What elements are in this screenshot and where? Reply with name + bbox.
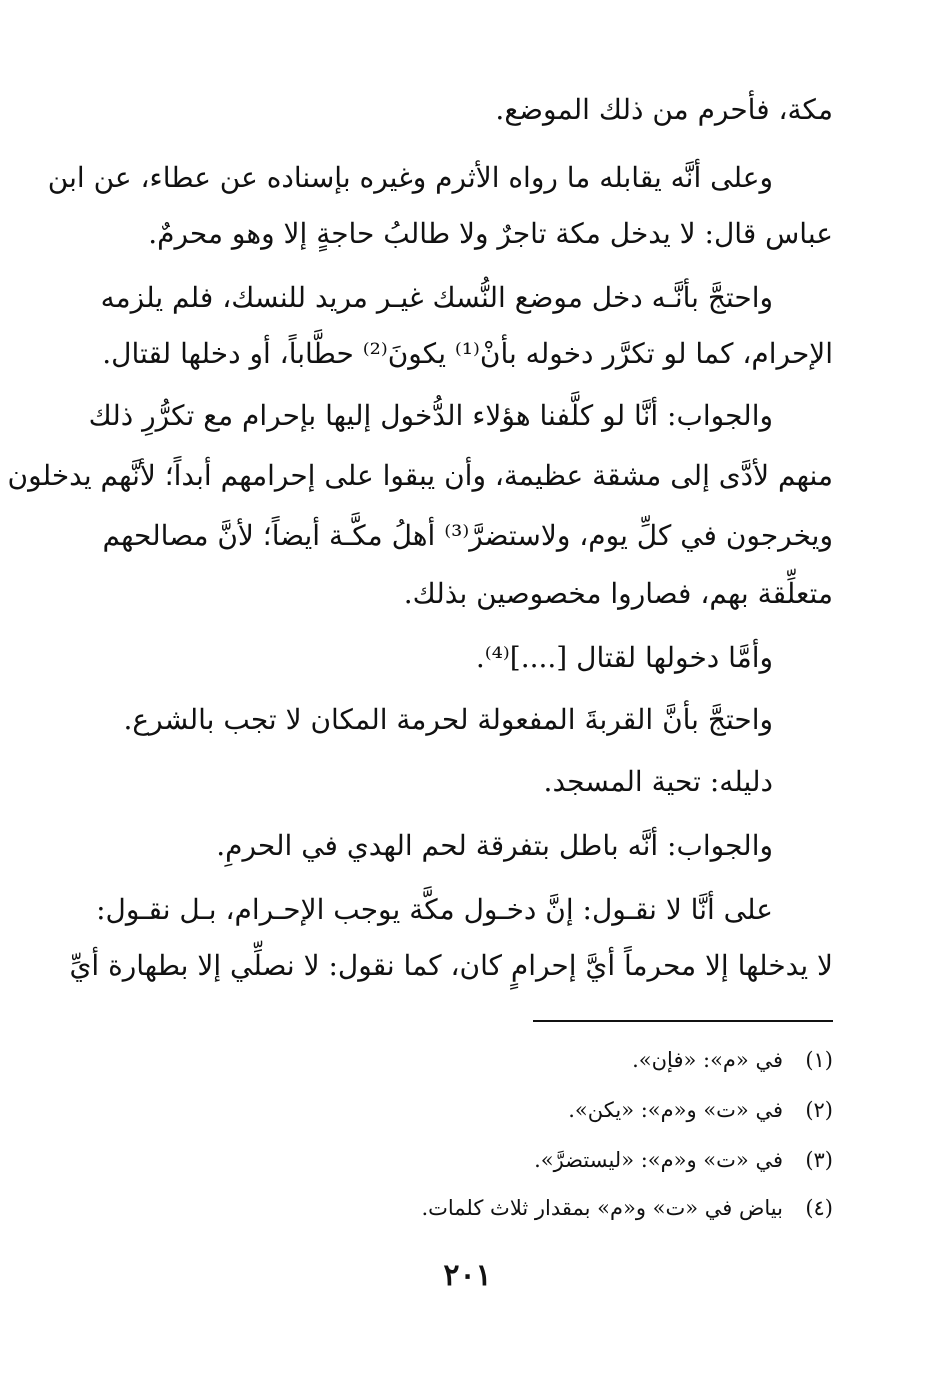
footnote-number: (١): [805, 1048, 833, 1072]
body-line-14: على أنَّا لا نقـول: إنَّ دخـول مكَّة يوجب الإحـرام، بـل نقـول:: [96, 893, 773, 926]
footnote-separator: [533, 1020, 833, 1022]
body-line-4: واحتجَّ بأنَّـه دخل موضع النُّسك غيـر مريد للنسك، فلم يلزمه: [100, 281, 773, 314]
footnote-text: في «م»: «فإن».: [632, 1048, 783, 1072]
body-line-12: دليله: تحية المسجد.: [543, 765, 773, 798]
body-line-8: ويخرجون في كلِّ يوم، ولاستضرَّ⁽³⁾ أهلُ مكَّـة أيضاً؛ لأنَّ مصالحهم: [102, 519, 833, 552]
body-line-6: والجواب: أنَّا لو كلَّفنا هؤلاء الدُّخول إليها بإحرام مع تكرُّرِ ذلك: [88, 399, 773, 432]
footnote-4: [103, 1186, 833, 1230]
footnote-number: (٢): [805, 1098, 833, 1122]
body-line-13: والجواب: أنَّه باطل بتفرقة لحم الهدي في الحرمِ.: [216, 829, 773, 862]
footnote-text: في «ت» و«م»: «يكن».: [568, 1098, 783, 1122]
footnote-1: [103, 1038, 833, 1082]
body-line-11: واحتجَّ بأنَّ القربةَ المفعولة لحرمة المكان لا تجب بالشرع.: [123, 703, 773, 736]
body-line-10: وأمَّا دخولها لقتال [....]⁽⁴⁾.: [475, 641, 773, 674]
body-line-9: متعلِّقة بهم، فصاروا مخصوصين بذلك.: [403, 577, 833, 610]
footnote-2: [103, 1088, 833, 1132]
footnote-text: بياض في «ت» و«م» بمقدار ثلاث كلمات.: [421, 1196, 783, 1220]
body-line-15: لا يدخلها إلا محرماً أيَّ إحرامٍ كان، كما نقول: لا نصلِّي إلا بطهارة أيِّ: [69, 949, 833, 982]
body-line-5: الإحرام، كما لو تكرَّر دخوله بأنْ⁽¹⁾ يكونَ⁽²⁾ حطَّاباً، أو دخلها لقتال.: [102, 337, 833, 370]
body-line-1: مكة، فأحرم من ذلك الموضع.: [495, 93, 833, 126]
body-line-7: منهم لأدَّى إلى مشقة عظيمة، وأن يبقوا على إحرامهم أبداً؛ لأنَّهم يدخلون: [7, 459, 833, 492]
body-line-3: عباس قال: لا يدخل مكة تاجرٌ ولا طالبُ حاجةٍ إلا وهو محرمٌ.: [148, 217, 833, 250]
page-number: ٢٠١: [443, 1258, 492, 1293]
footnote-text: في «ت» و«م»: «ليستضرَّ».: [534, 1148, 783, 1172]
footnote-number: (٤): [805, 1196, 833, 1220]
footnote-number: (٣): [805, 1148, 833, 1172]
footnote-3: [103, 1138, 833, 1182]
body-line-2: وعلى أنَّه يقابله ما رواه الأثرم وغيره بإسناده عن عطاء، عن ابن: [47, 161, 773, 194]
